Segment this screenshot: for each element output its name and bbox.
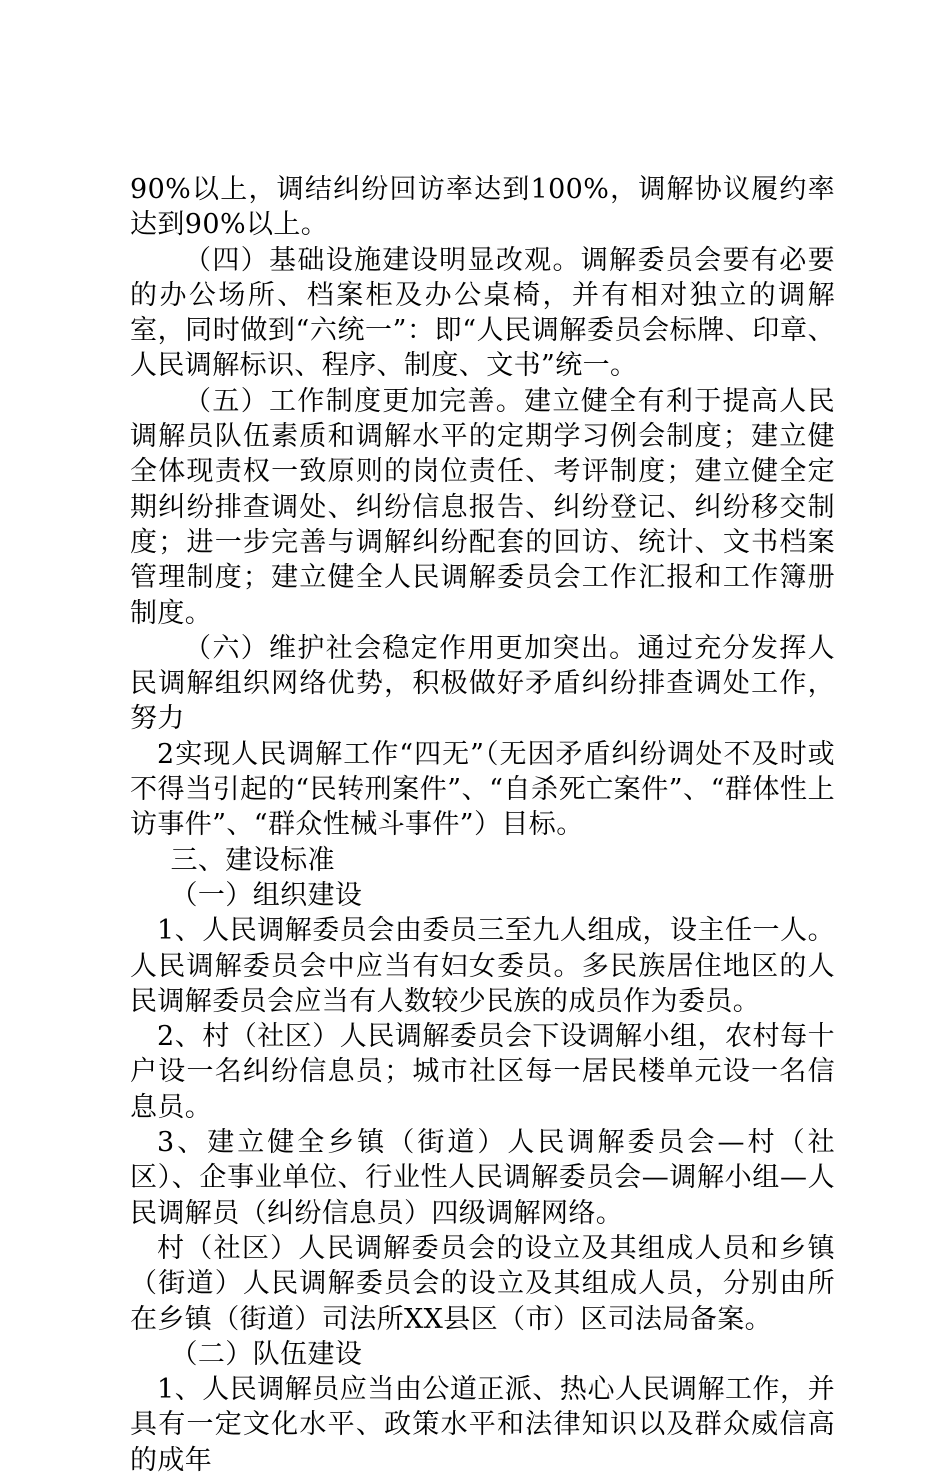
document-body [130, 172, 835, 1478]
paragraph-infrastructure: （四）基础设施建设明显改观。调解委员会要有必要的办公场所、档案柜及办公桌椅，并有相对独立的调解室，同时做到“六统一”：即“人民调解委员会标牌、印章、人民调解标识、程序、制度、文书”统一。 [130, 244, 835, 382]
paragraph-four-nos: 2实现人民调解工作“四无”（无因矛盾纠纷调处不及时或不得当引起的“民转刑案件”、“自杀死亡案件”、“群体性上访事件”、“群众性械斗事件”）目标。 [130, 738, 835, 841]
paragraph-four-level-network: 3、建立健全乡镇（街道）人民调解委员会—村（社区）、企事业单位、行业性人民调解委员会—调解小组—人民调解员（纠纷信息员）四级调解网络。 [130, 1127, 835, 1229]
heading-construction-standards: 三、建设标准 [170, 844, 335, 876]
paragraph-work-systems: （五）工作制度更加完善。建立健全有利于提高人民调解员队伍素质和调解水平的定期学习例会制度；建立健全体现责权一致原则的岗位责任、考评制度；建立健全定期纠纷排查调处、纠纷信息报告、纠纷登记、纠纷移交制度；进一步完善与调解纠纷配套的回访、统计、文书档案管理制度；建立健全人民调解委员会工作汇报和工作簿册制度。 [130, 385, 835, 629]
paragraph-social-stability: （六）维护社会稳定作用更加突出。通过充分发挥人民调解组织网络优势，积极做好矛盾纠纷排查调处工作，努力 [130, 632, 835, 735]
paragraph-registration: 村（社区）人民调解委员会的设立及其组成人员和乡镇（街道）人民调解委员会的设立及其组成人员，分别由所在乡镇（街道）司法所XX县区（市）区司法局备案。 [130, 1232, 835, 1335]
paragraph-rates: 90%以上，调结纠纷回访率达到100%，调解协议履约率达到90%以上。 [130, 174, 835, 241]
heading-organization-building: （一）组织建设 [170, 879, 363, 911]
paragraph-committee-composition: 1、人民调解委员会由委员三至九人组成，设主任一人。人民调解委员会中应当有妇女委员。多民族居住地区的人民调解委员会应当有人数较少民族的成员作为委员。 [130, 915, 835, 1017]
heading-team-building: （二）队伍建设 [170, 1338, 363, 1370]
paragraph-mediator-qualifications: 1、人民调解员应当由公道正派、热心人民调解工作，并具有一定文化水平、政策水平和法律知识以及群众威信高的成年 [130, 1374, 835, 1476]
paragraph-mediation-groups: 2、村（社区）人民调解委员会下设调解小组，农村每十户设一名纠纷信息员；城市社区每一居民楼单元设一名信息员。 [130, 1021, 835, 1123]
